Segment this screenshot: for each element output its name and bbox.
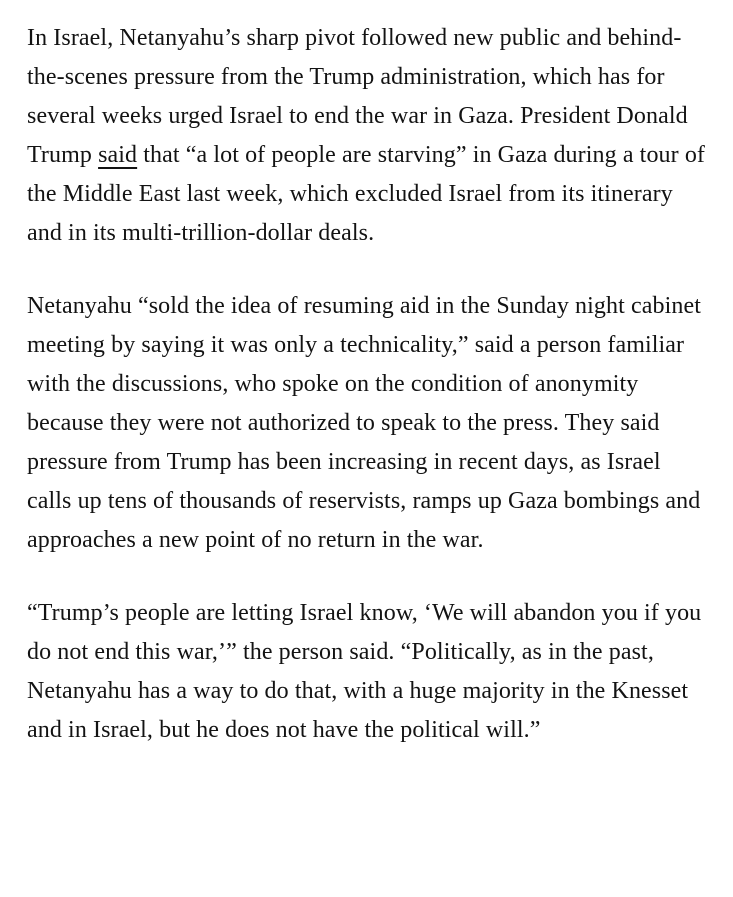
paragraph-3: “Trump’s people are letting Israel know, ‘We will abandon you if you do not end this war,’” the person said. “Politically, as in the past, Netanyahu has a way to do that, with a huge majority in the Knesset and in Israel, but he does not have the political will.” <box>27 600 702 743</box>
paragraph-1-text-after-link: that “a lot of people are starving” in Gaza during a tour of the Middle East last week, which excluded Israel from its itinerary and in its multi-trillion-dollar deals. <box>27 142 706 246</box>
paragraph-1-text-before-link: In Israel, Netanyahu’s sharp pivot followed new public and behind-the-scenes pressure from the Trump administration, which has for several weeks urged Israel to end the war in Gaza. President Donald Trump <box>27 25 688 168</box>
paragraph-1 <box>27 19 709 253</box>
said-link[interactable]: said <box>98 142 138 168</box>
paragraph-2: Netanyahu “sold the idea of resuming aid in the Sunday night cabinet meeting by saying it was only a technicality,” said a person familiar with the discussions, who spoke on the condition of anonymity because they were not authorized to speak to the press. They said pressure from Trump has been increasing in recent days, as Israel calls up tens of thousands of reservists, ramps up Gaza bombings and approaches a new point of no return in the war. <box>27 293 701 553</box>
